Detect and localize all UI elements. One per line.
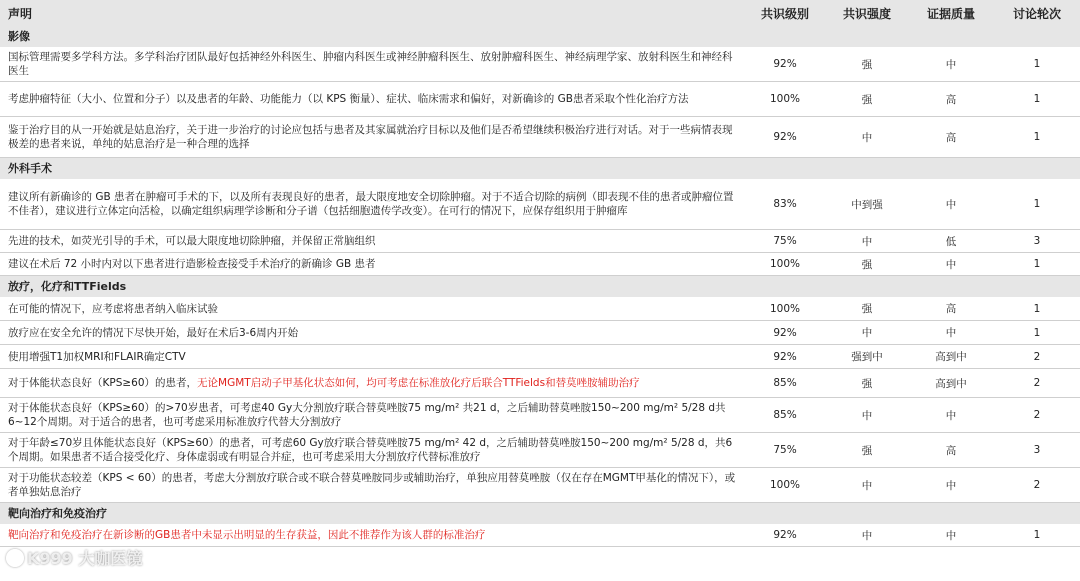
statement-cell: 使用增强T1加权MRI和FLAIR确定CTV [0,345,744,369]
table-row [0,433,1080,468]
level-cell: 100% [744,297,826,321]
level-cell: 92% [744,117,826,158]
section-surgery [0,158,1080,180]
table-row [0,230,1080,253]
header-quality: 证据质量 [908,0,994,26]
strength-cell: 中 [826,230,908,253]
header-strength: 共识强度 [826,0,908,26]
quality-cell: 低 [908,230,994,253]
table-row [0,117,1080,158]
table-row [0,524,1080,547]
statement-text: 对于体能状态良好（KPS≥60）的患者， [8,377,198,389]
statement-cell: 对于年龄≤70岁且体能状态良好（KPS≥60）的患者，可考虑60 Gy放疗联合替莫唑胺75 mg/m² 42 d，之后辅助替莫唑胺150~200 mg/m² 5/28 d，共6个周期。如果患者不适合接受化疗、身体虚弱或有明显合并症，也可考虑采用大分割放疗代替标准放疗 [0,433,744,468]
quality-cell: 中 [908,468,994,503]
table-row [0,47,1080,82]
strength-cell: 强 [826,297,908,321]
table-row [0,398,1080,433]
strength-cell: 中 [826,321,908,345]
strength-cell: 强 [826,433,908,468]
table-row [0,179,1080,230]
level-cell: 100% [744,253,826,276]
quality-cell: 中 [908,47,994,82]
level-cell: 92% [744,321,826,345]
strength-cell: 中 [826,524,908,547]
quality-cell: 中 [908,321,994,345]
statement-cell: 先进的技术，如荧光引导的手术，可以最大限度地切除肿瘤，并保留正常脑组织 [0,230,744,253]
level-cell: 83% [744,179,826,230]
table-row [0,468,1080,503]
statement-cell: 考虑肿瘤特征（大小、位置和分子）以及患者的年龄、功能能力（以 KPS 衡量）、症状、临床需求和偏好，对新确诊的 GB患者采取个性化治疗方法 [0,82,744,117]
strength-cell: 中 [826,468,908,503]
rounds-cell: 2 [994,398,1080,433]
level-cell: 100% [744,468,826,503]
level-cell: 85% [744,369,826,398]
rounds-cell: 3 [994,230,1080,253]
strength-cell: 中 [826,398,908,433]
quality-cell: 中 [908,398,994,433]
header-rounds: 讨论轮次 [994,0,1080,26]
section-targeted-immunotherapy [0,503,1080,525]
statement-cell: 建议在术后 72 小时内对以下患者进行造影检查接受手术治疗的新确诊 GB 患者 [0,253,744,276]
level-cell: 75% [744,230,826,253]
table-row [0,253,1080,276]
quality-cell: 高 [908,433,994,468]
header-statement: 声明 [0,0,744,26]
rounds-cell: 2 [994,345,1080,369]
table-row [0,345,1080,369]
rounds-cell: 1 [994,179,1080,230]
statement-cell: 建议所有新确诊的 GB 患者在肿瘤可手术的下，以及所有表现良好的患者，最大限度地安全切除肿瘤。对于不适合切除的病例（即表现不佳的患者或肿瘤位置不佳者），建议进行立体定向活检，以确定组织病理学诊断和分子谱（包括细胞遗传学改变）。在可行的情况下，应保存组织用于肿瘤库 [0,179,744,230]
level-cell: 100% [744,82,826,117]
table-row [0,297,1080,321]
rounds-cell: 1 [994,117,1080,158]
table-row [0,321,1080,345]
statement-cell [0,369,744,398]
statement-highlight: 无论MGMT启动子甲基化状态如何，均可考虑在标准放化疗后联合TTFields和替莫唑胺辅助治疗 [197,377,640,389]
watermark-text: K999 大咖医镜 [27,549,143,568]
rounds-cell: 1 [994,82,1080,117]
statement-cell: 在可能的情况下，应考虑将患者纳入临床试验 [0,297,744,321]
rounds-cell: 3 [994,433,1080,468]
header-level: 共识级别 [744,0,826,26]
quality-cell: 高 [908,117,994,158]
table-row [0,369,1080,398]
section-radiotherapy [0,276,1080,298]
rounds-cell: 2 [994,369,1080,398]
rounds-cell: 1 [994,253,1080,276]
statement-cell: 对于功能状态较差（KPS < 60）的患者，考虑大分割放疗联合或不联合替莫唑胺同步或辅助治疗，单独应用替莫唑胺（仅在存在MGMT甲基化的情况下），或者单独姑息治疗 [0,468,744,503]
quality-cell: 中 [908,524,994,547]
statement-cell: 鉴于治疗目的从一开始就是姑息治疗，关于进一步治疗的讨论应包括与患者及其家属就治疗目标以及他们是否希望继续积极治疗进行对话。对于一些病情表现极差的患者来说，单纯的姑息治疗是一种合理的选择 [0,117,744,158]
level-cell: 92% [744,345,826,369]
rounds-cell: 1 [994,321,1080,345]
level-cell: 75% [744,433,826,468]
section-title: 影像 [0,26,1080,47]
strength-cell: 强 [826,82,908,117]
statement-cell: 对于体能状态良好（KPS≥60）的>70岁患者，可考虑40 Gy大分割放疗联合替莫唑胺75 mg/m² 共21 d，之后辅助替莫唑胺150~200 mg/m² 5/28 d共6~12个周期。对于适合的患者，也可考虑采用标准放疗代替大分割放疗 [0,398,744,433]
quality-cell: 高 [908,297,994,321]
level-cell: 92% [744,524,826,547]
strength-cell: 强 [826,369,908,398]
statement-cell: 国标管理需要多学科方法。多学科治疗团队最好包括神经外科医生、肿瘤内科医生或神经肿瘤科医生、放射肿瘤科医生、神经病理学家、放射科医生和神经科医生 [0,47,744,82]
quality-cell: 高 [908,82,994,117]
level-cell: 92% [744,47,826,82]
quality-cell: 中 [908,253,994,276]
rounds-cell: 2 [994,468,1080,503]
section-title: 靶向治疗和免疫治疗 [0,503,1080,525]
statement-cell: 靶向治疗和免疫治疗在新诊断的GB患者中未显示出明显的生存获益，因此不推荐作为该人群的标准治疗 [0,524,744,547]
level-cell: 85% [744,398,826,433]
strength-cell: 强 [826,253,908,276]
rounds-cell: 1 [994,297,1080,321]
section-imaging [0,26,1080,47]
quality-cell: 中 [908,179,994,230]
section-title: 外科手术 [0,158,1080,180]
rounds-cell: 1 [994,47,1080,82]
watermark [6,546,142,569]
statement-cell: 放疗应在安全允许的情况下尽快开始，最好在术后3-6周内开始 [0,321,744,345]
strength-cell: 中到强 [826,179,908,230]
quality-cell: 高到中 [908,369,994,398]
section-title: 放疗，化疗和TTFields [0,276,1080,298]
strength-cell: 强到中 [826,345,908,369]
rounds-cell: 1 [994,524,1080,547]
table-header-row [0,0,1080,26]
table-row [0,82,1080,117]
strength-cell: 中 [826,117,908,158]
quality-cell: 高到中 [908,345,994,369]
strength-cell: 强 [826,47,908,82]
watermark-logo-icon [6,549,24,567]
